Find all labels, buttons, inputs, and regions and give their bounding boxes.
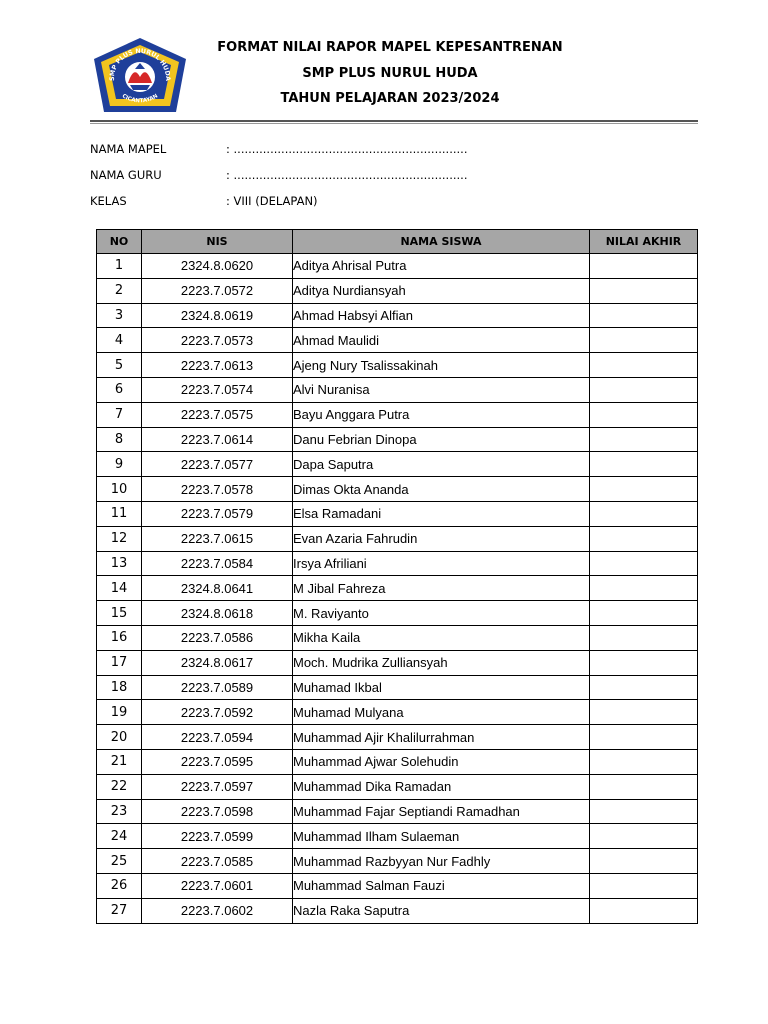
row-number: 24 [97, 824, 142, 849]
table-header-row [97, 230, 698, 254]
table-row [97, 749, 698, 774]
student-name: Irsya Afriliani [293, 551, 590, 576]
row-number: 25 [97, 849, 142, 874]
table-row [97, 650, 698, 675]
grade-cell[interactable] [590, 551, 698, 576]
student-nis: 2223.7.0598 [142, 799, 293, 824]
row-number: 22 [97, 774, 142, 799]
table-row [97, 700, 698, 725]
row-number: 9 [97, 452, 142, 477]
row-number: 11 [97, 501, 142, 526]
table-row [97, 824, 698, 849]
table-row [97, 254, 698, 279]
header-no: NO [97, 230, 142, 254]
student-nis: 2223.7.0613 [142, 353, 293, 378]
student-name: Ahmad Maulidi [293, 328, 590, 353]
grade-cell[interactable] [590, 725, 698, 750]
table-row [97, 898, 698, 923]
table-row [97, 452, 698, 477]
table-row [97, 625, 698, 650]
grade-cell[interactable] [590, 700, 698, 725]
student-name: M Jibal Fahreza [293, 576, 590, 601]
row-number: 8 [97, 427, 142, 452]
student-name: Muhammad Dika Ramadan [293, 774, 590, 799]
student-grades-table [96, 229, 698, 924]
grade-cell[interactable] [590, 452, 698, 477]
student-nis: 2223.7.0575 [142, 402, 293, 427]
header-grade: NILAI AKHIR [590, 230, 698, 254]
table-row [97, 328, 698, 353]
table-row [97, 427, 698, 452]
header-name: NAMA SISWA [293, 230, 590, 254]
row-number: 18 [97, 675, 142, 700]
grade-cell[interactable] [590, 402, 698, 427]
student-name: Muhammad Ajir Khalilurrahman [293, 725, 590, 750]
student-name: Elsa Ramadani [293, 501, 590, 526]
table-row [97, 303, 698, 328]
row-number: 20 [97, 725, 142, 750]
student-nis: 2223.7.0577 [142, 452, 293, 477]
grade-cell[interactable] [590, 278, 698, 303]
row-number: 3 [97, 303, 142, 328]
student-nis: 2223.7.0602 [142, 898, 293, 923]
table-row [97, 849, 698, 874]
teacher-label: NAMA GURU [90, 168, 162, 182]
row-number: 5 [97, 353, 142, 378]
student-name: Aditya Nurdiansyah [293, 278, 590, 303]
student-nis: 2223.7.0589 [142, 675, 293, 700]
grade-cell[interactable] [590, 477, 698, 502]
class-label: KELAS [90, 194, 127, 208]
table-row [97, 477, 698, 502]
student-nis: 2324.8.0617 [142, 650, 293, 675]
table-row [97, 353, 698, 378]
row-number: 12 [97, 526, 142, 551]
row-number: 21 [97, 749, 142, 774]
row-number: 23 [97, 799, 142, 824]
teacher-value: : ................................................................ [226, 168, 468, 182]
document-title: FORMAT NILAI RAPOR MAPEL KEPESANTRENAN [217, 40, 563, 55]
header-divider [90, 120, 698, 122]
student-nis: 2223.7.0592 [142, 700, 293, 725]
student-nis: 2223.7.0573 [142, 328, 293, 353]
student-nis: 2223.7.0578 [142, 477, 293, 502]
grade-cell[interactable] [590, 625, 698, 650]
row-number: 1 [97, 254, 142, 279]
grade-cell[interactable] [590, 824, 698, 849]
student-name: Muhammad Ilham Sulaeman [293, 824, 590, 849]
student-name: Alvi Nuranisa [293, 377, 590, 402]
grade-cell[interactable] [590, 501, 698, 526]
student-name: Mikha Kaila [293, 625, 590, 650]
header-divider-thin [90, 123, 698, 124]
row-number: 27 [97, 898, 142, 923]
grade-cell[interactable] [590, 675, 698, 700]
grade-cell[interactable] [590, 849, 698, 874]
grade-cell[interactable] [590, 650, 698, 675]
school-name: SMP PLUS NURUL HUDA [302, 66, 478, 81]
grade-cell[interactable] [590, 303, 698, 328]
student-nis: 2223.7.0586 [142, 625, 293, 650]
row-number: 2 [97, 278, 142, 303]
row-number: 26 [97, 873, 142, 898]
student-name: Moch. Mudrika Zulliansyah [293, 650, 590, 675]
grade-cell[interactable] [590, 749, 698, 774]
grade-cell[interactable] [590, 353, 698, 378]
row-number: 17 [97, 650, 142, 675]
student-nis: 2223.7.0601 [142, 873, 293, 898]
row-number: 16 [97, 625, 142, 650]
student-nis: 2324.8.0641 [142, 576, 293, 601]
student-name: Aditya Ahrisal Putra [293, 254, 590, 279]
table-row [97, 278, 698, 303]
student-name: Muhamad Ikbal [293, 675, 590, 700]
subject-value: : ................................................................ [226, 142, 468, 156]
student-name: Muhammad Salman Fauzi [293, 873, 590, 898]
student-name: Dapa Saputra [293, 452, 590, 477]
table-row [97, 377, 698, 402]
row-number: 10 [97, 477, 142, 502]
grade-cell[interactable] [590, 328, 698, 353]
subject-label: NAMA MAPEL [90, 142, 167, 156]
student-nis: 2324.8.0619 [142, 303, 293, 328]
row-number: 15 [97, 601, 142, 626]
student-name: Ahmad Habsyi Alfian [293, 303, 590, 328]
row-number: 19 [97, 700, 142, 725]
student-name: Ajeng Nury Tsalissakinah [293, 353, 590, 378]
table-row [97, 551, 698, 576]
student-name: Muhammad Ajwar Solehudin [293, 749, 590, 774]
student-nis: 2324.8.0620 [142, 254, 293, 279]
grade-cell[interactable] [590, 526, 698, 551]
student-nis: 2324.8.0618 [142, 601, 293, 626]
student-nis: 2223.7.0615 [142, 526, 293, 551]
row-number: 7 [97, 402, 142, 427]
student-name: Muhammad Fajar Septiandi Ramadhan [293, 799, 590, 824]
student-name: Muhamad Mulyana [293, 700, 590, 725]
row-number: 4 [97, 328, 142, 353]
svg-text:SMP PLUS NURUL HUDA: SMP PLUS NURUL HUDA [108, 47, 172, 82]
table-row [97, 675, 698, 700]
student-nis: 2223.7.0614 [142, 427, 293, 452]
table-row [97, 402, 698, 427]
row-number: 6 [97, 377, 142, 402]
student-nis: 2223.7.0579 [142, 501, 293, 526]
student-nis: 2223.7.0594 [142, 725, 293, 750]
grade-cell[interactable] [590, 898, 698, 923]
row-number: 14 [97, 576, 142, 601]
student-name: Muhammad Razbyyan Nur Fadhly [293, 849, 590, 874]
student-nis: 2223.7.0585 [142, 849, 293, 874]
school-logo-icon [90, 35, 190, 115]
table-row [97, 601, 698, 626]
table-row [97, 725, 698, 750]
student-name: Nazla Raka Saputra [293, 898, 590, 923]
header-nis: NIS [142, 230, 293, 254]
student-name: Danu Febrian Dinopa [293, 427, 590, 452]
grade-cell[interactable] [590, 873, 698, 898]
grade-cell[interactable] [590, 427, 698, 452]
svg-text:CICANTAYAN: CICANTAYAN [120, 93, 160, 105]
table-row [97, 576, 698, 601]
student-nis: 2223.7.0584 [142, 551, 293, 576]
student-name: M. Raviyanto [293, 601, 590, 626]
row-number: 13 [97, 551, 142, 576]
student-nis: 2223.7.0599 [142, 824, 293, 849]
grade-cell[interactable] [590, 601, 698, 626]
table-row [97, 799, 698, 824]
student-nis: 2223.7.0595 [142, 749, 293, 774]
grade-cell[interactable] [590, 576, 698, 601]
table-row [97, 501, 698, 526]
grade-cell[interactable] [590, 774, 698, 799]
student-name: Evan Azaria Fahrudin [293, 526, 590, 551]
grade-cell[interactable] [590, 377, 698, 402]
student-nis: 2223.7.0574 [142, 377, 293, 402]
academic-year: TAHUN PELAJARAN 2023/2024 [280, 91, 500, 106]
student-name: Dimas Okta Ananda [293, 477, 590, 502]
student-name: Bayu Anggara Putra [293, 402, 590, 427]
table-row [97, 774, 698, 799]
student-nis: 2223.7.0572 [142, 278, 293, 303]
table-row [97, 873, 698, 898]
class-value: : VIII (DELAPAN) [226, 194, 318, 208]
table-row [97, 526, 698, 551]
student-nis: 2223.7.0597 [142, 774, 293, 799]
grade-cell[interactable] [590, 799, 698, 824]
grade-cell[interactable] [590, 254, 698, 279]
